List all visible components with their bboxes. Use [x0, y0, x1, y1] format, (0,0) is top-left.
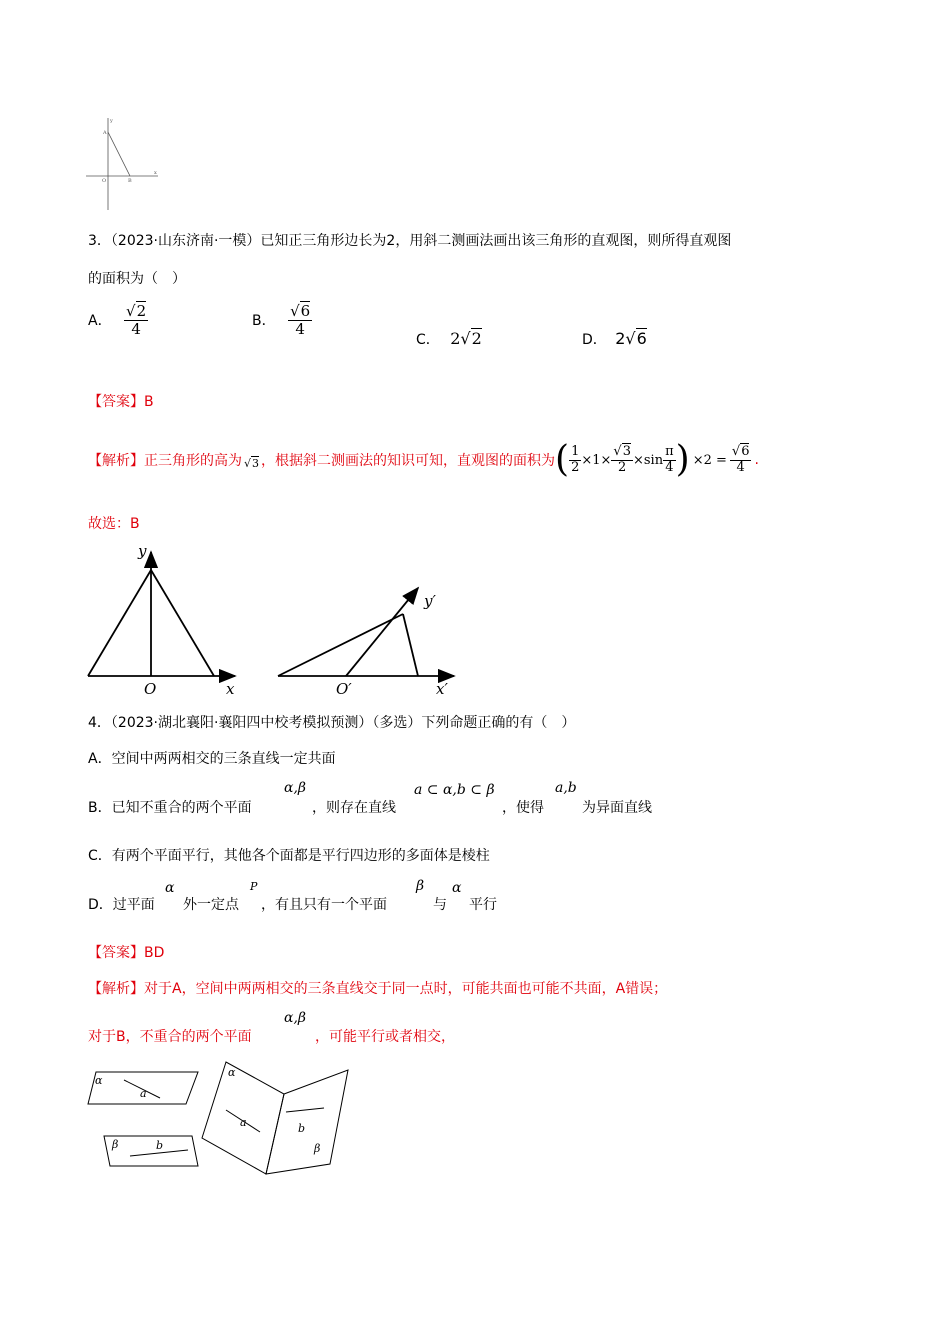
q3-stem-line2: 的面积为（ ）: [88, 271, 186, 287]
q4-option-b-p2: ，则存在直线: [312, 800, 396, 816]
formula-f4-den: 4: [736, 459, 745, 475]
plane1-alpha-label: α: [95, 1074, 103, 1087]
plane3-beta-label: β: [314, 1142, 321, 1155]
plane1-a-label: a: [140, 1087, 147, 1100]
left-triangle-side: [88, 570, 151, 676]
q4-option-d-p5: 平行: [469, 897, 497, 913]
q3-option-d-sqrt: 6: [636, 329, 647, 348]
right-origin-label: O′: [336, 680, 352, 698]
small-graph-segment: [108, 132, 130, 176]
formula-f3-num: π: [665, 444, 674, 460]
left-triangle-side: [151, 570, 214, 676]
q4-analysis-tag: 【解析】: [88, 981, 144, 997]
formula-f3-den: 4: [665, 459, 674, 475]
plane2-beta-label: β: [112, 1138, 119, 1151]
q3-option-b-label: B．: [252, 313, 276, 329]
right-triangle-side: [403, 614, 418, 676]
q3-option-c[interactable]: C． 2√2: [416, 329, 482, 348]
q3-answer-tag: 【答案】: [88, 394, 144, 410]
plane3-a-label: a: [240, 1116, 247, 1129]
formula-times1: ×1×: [581, 452, 612, 468]
left-y-label: y: [138, 542, 147, 560]
q3-analysis-text2: ，根据斜二测画法的知识可知，直观图的面积为: [261, 453, 556, 469]
q4-answer: [88, 942, 164, 962]
left-x-label: x: [226, 680, 235, 698]
formula-sin: ×sin: [632, 452, 664, 468]
q3-area-formula: ( $\frac{1}{2}$ ×1× $\frac{√3}{2}$ ×sin $\frac{\pi}{4}$ ) ×2 = $\frac{√6}{4}$: [555, 439, 750, 480]
formula-f4-sqrt: 6: [741, 444, 750, 460]
plane3-alpha-label: α: [228, 1066, 236, 1079]
right-x-label: x′: [436, 680, 448, 698]
q3-option-b-value: $\frac{√6}{4}$: [290, 302, 311, 338]
left-origin-label: O: [144, 680, 157, 698]
q4-option-d-p2: 外一定点: [183, 897, 239, 913]
q4-stem: 4．（2023·湖北襄阳·襄阳四中校考模拟预测）（多选）下列命题正确的有（ ）: [88, 715, 576, 731]
formula-end: .: [754, 452, 759, 468]
line-b-intersecting: [286, 1108, 324, 1112]
q4-option-d-p3: ，有且只有一个平面: [261, 897, 387, 913]
q3-option-d-label: D．: [582, 332, 607, 348]
q4-option-b-lines: a,b: [555, 780, 577, 796]
q3-option-b-sqrt: 6: [300, 302, 311, 320]
small-graph-y-label: y: [110, 118, 113, 124]
formula-f1-den: 2: [571, 459, 580, 475]
q3-stem-line1: 3．（2023·山东济南·一模）已知正三角形边长为2，用斜二测画法画出该三角形的直观图，则所得直观图: [88, 233, 732, 249]
formula-f2-sqrt: 3: [622, 444, 631, 460]
q4-option-d-beta: β: [416, 878, 425, 894]
q3-option-c-sqrt: 2: [471, 329, 482, 348]
q3-analysis-tag: 【解析】: [88, 453, 144, 469]
q4-analysis-a: [88, 978, 667, 998]
q3-option-a-label: A．: [88, 313, 112, 329]
q4-analysis-b-p1: 对于B，不重合的两个平面: [88, 1029, 252, 1045]
q4-option-b-cond: a ⊂ α,b ⊂ β: [414, 782, 495, 798]
q4-option-c[interactable]: C．有两个平面平行，其他各个面都是平行四边形的多面体是棱柱: [88, 848, 490, 864]
right-triangle-side: [278, 614, 403, 676]
q4-option-d-p1: D．过平面: [88, 897, 155, 913]
q4-option-d-alpha2: α: [452, 880, 462, 896]
small-graph-figure: [80, 110, 170, 220]
q3-option-b[interactable]: [252, 303, 312, 337]
small-graph-origin: O: [102, 178, 107, 184]
q3-option-a-den: 4: [131, 319, 141, 338]
plane3-b-label: b: [298, 1122, 306, 1135]
q4-option-a[interactable]: A．空间中两两相交的三条直线一定共面: [88, 751, 336, 767]
planes-figure: [80, 1060, 360, 1180]
q4-answer-value: BD: [144, 945, 165, 961]
plane-beta-intersecting: [266, 1070, 348, 1174]
q3-choice: 故选：B: [88, 516, 140, 532]
q3-answer-value: B: [144, 394, 154, 410]
q4-option-d-p4: 与: [433, 897, 447, 913]
right-y-label: y′: [424, 592, 436, 610]
q3-option-d-coef: 2: [615, 329, 626, 348]
triangles-figure: [80, 540, 470, 700]
small-graph-tick-b: B: [128, 178, 132, 184]
q4-analysis-a-text: 对于A，空间中两两相交的三条直线交于同一点时，可能共面也可能不共面，A错误；: [144, 981, 668, 997]
q3-option-a-value: $\frac{√2}{4}$: [126, 302, 147, 338]
plane2-b-label: b: [156, 1139, 164, 1152]
q3-option-b-den: 4: [295, 319, 305, 338]
q4-option-b-planes: α,β: [284, 780, 306, 796]
q3-analysis-text1: 正三角形的高为: [144, 453, 242, 469]
small-graph-x-label: x: [154, 170, 157, 176]
q4-analysis-b-p2: ，可能平行或者相交，: [315, 1029, 455, 1045]
q4-option-b-p3: ，使得: [502, 800, 544, 816]
q3-answer: [88, 391, 154, 411]
q4-option-b-p1: B．已知不重合的两个平面: [88, 800, 252, 816]
q4-analysis-b-planes: α,β: [284, 1010, 306, 1026]
q3-analysis-height: 3: [252, 456, 260, 470]
formula-times2: ×2 =: [692, 452, 727, 468]
q4-answer-tag: 【答案】: [88, 945, 144, 961]
q3-analysis: 【解析】 正三角形的高为 √3 ，根据斜二测画法的知识可知，直观图的面积为 ( $\frac{1}{2}$ ×1× $\frac{√3}{2}$ ×sin $\frac{\pi}{4}$ ) ×2 = $\frac{√6}{4}$ .: [88, 439, 759, 480]
formula-f2-den: 2: [618, 459, 627, 475]
q4-option-d-point: P: [250, 880, 258, 893]
q4-option-d-alpha: α: [165, 880, 175, 896]
q3-option-c-coef: 2: [450, 329, 461, 348]
q3-option-a-sqrt: 2: [136, 302, 147, 320]
q3-option-d[interactable]: D． 2√6: [582, 329, 647, 348]
q3-option-a[interactable]: [88, 303, 148, 337]
small-graph-tick-a: A: [103, 130, 107, 136]
formula-f1-num: 1: [571, 444, 580, 460]
q4-option-b-p4: 为异面直线: [582, 800, 652, 816]
q3-option-c-label: C．: [416, 332, 440, 348]
